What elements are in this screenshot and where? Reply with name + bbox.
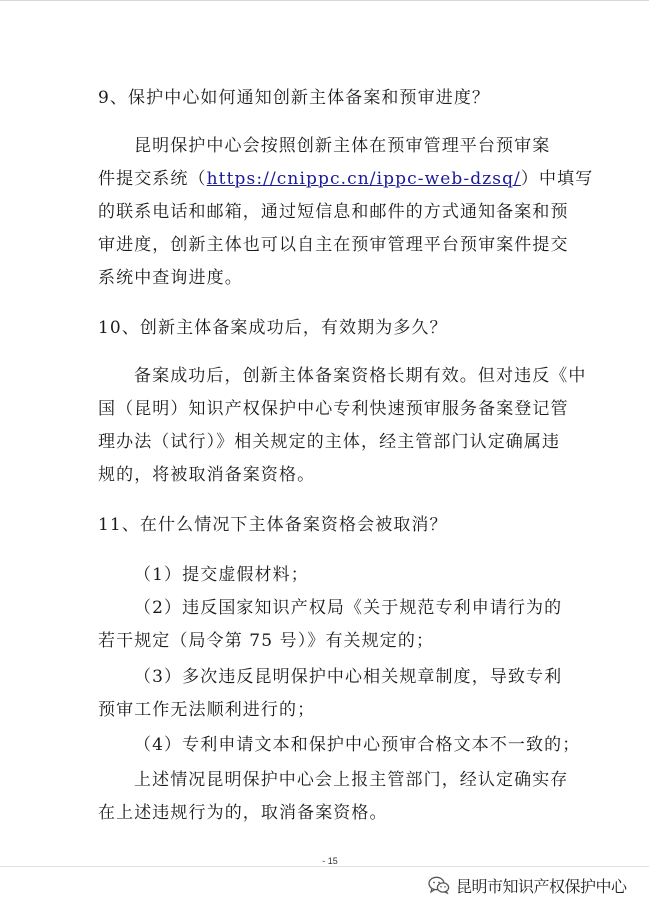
page-bottom-edge [0,866,649,867]
cancellation-item-3: （3）多次违反昆明保护中心相关规章制度，导致专利 [134,667,563,687]
conclusion-line-2: 在上述违规行为的，取消备案资格。 [98,803,388,823]
cancellation-item-4: （4）专利申请文本和保护中心预审合格文本不一致的； [134,735,581,755]
page-top-edge [0,0,649,1]
question-10-heading: 10、创新主体备案成功后，有效期为多久？ [98,318,448,338]
watermark-text: 昆明市知识产权保护中心 [456,876,627,896]
answer-10-line-3: 理办法（试行）》相关规定的主体，经主管部门认定确属违 [98,432,561,452]
answer-9-line-3: 的联系电话和邮箱，通过短信息和邮件的方式通知备案和预 [98,202,569,222]
question-11-heading: 11、在什么情况下主体备案资格会被取消？ [98,515,448,535]
answer-9-line-5: 系统中查询进度。 [98,268,243,288]
answer-9-line-1: 昆明保护中心会按照创新主体在预审管理平台预审案 [134,136,551,156]
wechat-watermark [428,873,627,897]
cancellation-item-3-cont: 预审工作无法顺利进行的； [98,700,316,720]
cancellation-item-2: （2）违反国家知识产权局《关于规范专利申请行为的 [134,598,563,618]
answer-9-line-2-before: 件提交系统（ [98,169,207,189]
conclusion-line-1: 上述情况昆明保护中心会上报主管部门，经认定确实存 [134,770,569,790]
answer-10-line-4: 规的，将被取消备案资格。 [98,465,316,485]
submission-system-link[interactable]: https://cnippc.cn/ippc-web-dzsq/ [206,169,521,189]
answer-10-line-1: 备案成功后，创新主体备案资格长期有效。但对违反《中 [134,366,587,386]
answer-9-line-4: 审进度，创新主体也可以自主在预审管理平台预审案件提交 [98,235,569,255]
cancellation-item-1: （1）提交虚假材料； [134,565,309,585]
answer-9-line-2-after: ）中填写 [520,169,594,189]
question-9-heading: 9、保护中心如何通知创新主体备案和预审进度？ [98,88,491,108]
cancellation-item-2-cont: 若干规定（局令第 75 号）》有关规定的； [98,631,435,651]
answer-10-line-2: 国（昆明）知识产权保护中心专利快速预审服务备案登记管 [98,399,569,419]
wechat-icon [428,876,450,894]
page-number: - 15 [322,856,338,866]
answer-9-line-2 [98,169,593,189]
